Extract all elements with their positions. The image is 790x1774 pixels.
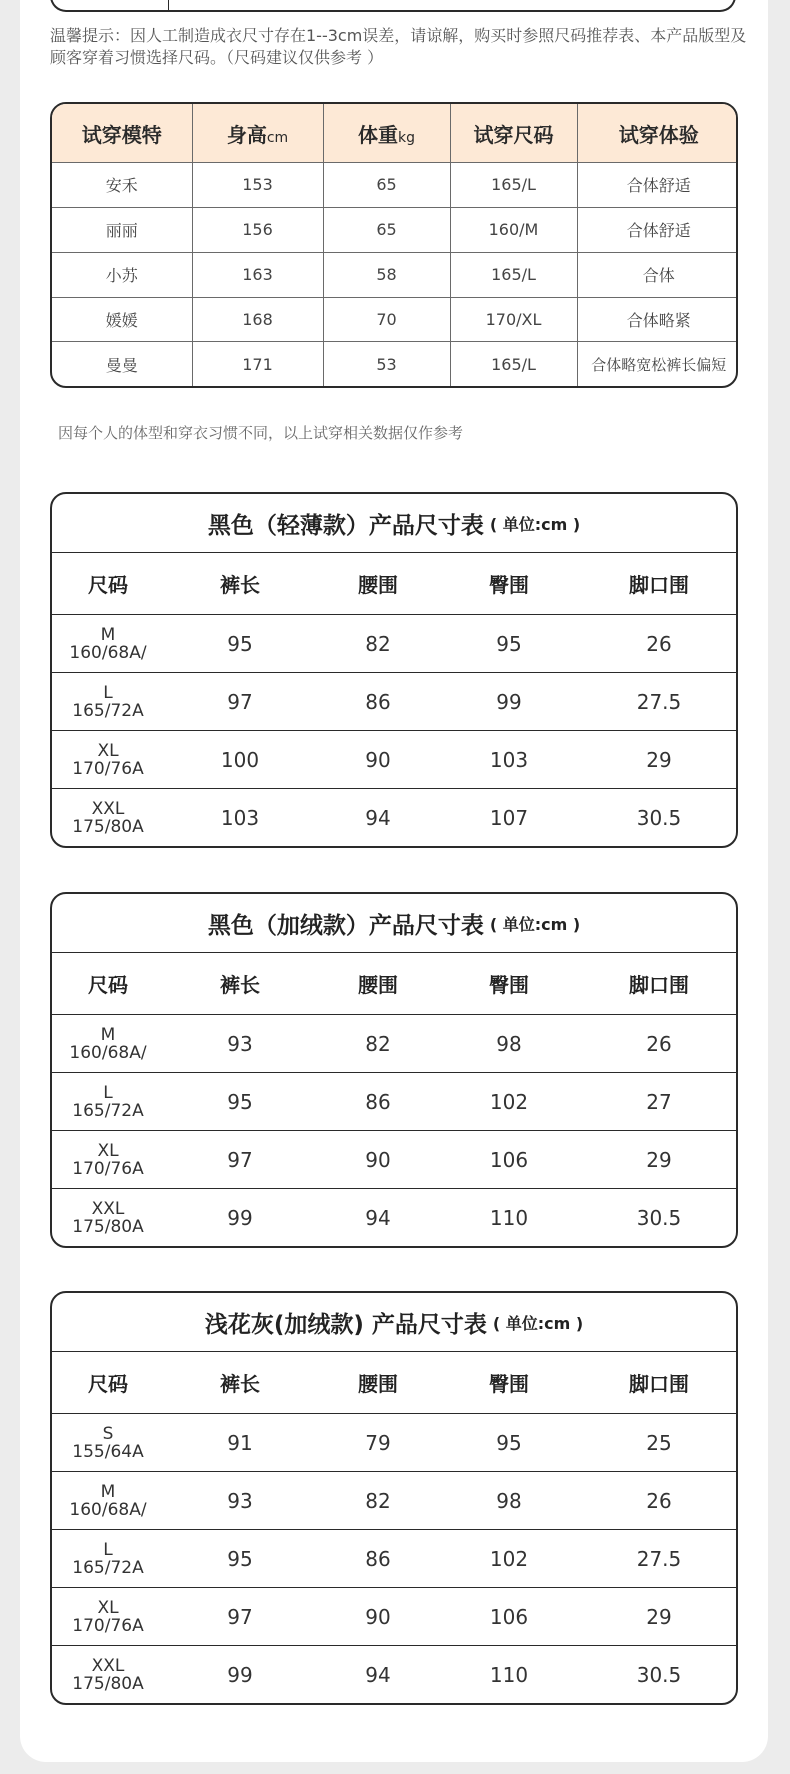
table-row (52, 163, 738, 208)
fit-cell: 合体舒适 (577, 163, 738, 208)
size-cell: XXL 175/80A (72, 798, 144, 837)
fit-cell: 媛媛 (52, 297, 192, 342)
fit-cell: 合体舒适 (577, 207, 738, 252)
table-row (52, 1189, 738, 1247)
fit-cell: 165/L (450, 163, 577, 208)
table-row (52, 615, 738, 673)
table-row (52, 673, 738, 731)
value-cell: 97 (164, 1588, 316, 1646)
fit-cell: 曼曼 (52, 342, 192, 386)
size-cell: M 160/68A/ (52, 1472, 164, 1530)
table-row (52, 1414, 738, 1472)
fit-header-experience: 试穿体验 (577, 104, 738, 163)
value-cell: 94 (365, 1662, 391, 1687)
fit-cell: 合体 (577, 252, 738, 297)
col-hem: 脚口围 (578, 1352, 738, 1414)
fit-cell: 合体略宽松裤长偏短 (591, 355, 727, 374)
table-row (52, 252, 738, 297)
size-cell: M 160/68A/ (52, 1015, 164, 1073)
value-cell: 26 (578, 615, 738, 673)
size-table-black-fleece (50, 892, 738, 1248)
value-cell: 79 (316, 1414, 440, 1472)
value-cell: 93 (164, 1472, 316, 1530)
size-table-title: 黑色（加绒款）产品尺寸表 ( 单位:cm ) (52, 894, 736, 953)
size-table-title: 黑色（轻薄款）产品尺寸表 ( 单位:cm ) (52, 494, 736, 553)
value-cell: 86 (316, 1530, 440, 1588)
value-cell: 82 (316, 1015, 440, 1073)
fit-cell: 小苏 (52, 252, 192, 297)
fit-header-weight: 体重kg (323, 104, 450, 163)
fit-header-model: 试穿模特 (52, 104, 192, 163)
value-cell: 107 (489, 805, 529, 830)
fit-cell: 合体略紧 (577, 297, 738, 342)
fit-cell: 58 (323, 252, 450, 297)
table-row (52, 1131, 738, 1189)
col-size: 尺码 (52, 1352, 164, 1414)
fit-cell: 171 (192, 342, 323, 386)
value-cell: 110 (489, 1662, 529, 1687)
fit-table (50, 102, 738, 388)
value-cell: 106 (440, 1588, 578, 1646)
col-hip: 臀围 (440, 1352, 578, 1414)
value-cell: 90 (316, 1588, 440, 1646)
value-cell: 99 (227, 1662, 253, 1687)
value-cell: 90 (316, 731, 440, 789)
value-cell: 95 (164, 1530, 316, 1588)
fit-cell: 丽丽 (52, 207, 192, 252)
value-cell: 27.5 (578, 673, 738, 731)
size-cell: S 155/64A (52, 1414, 164, 1472)
col-length: 裤长 (164, 553, 316, 615)
value-cell: 30.5 (636, 1205, 682, 1230)
table-row (52, 1530, 738, 1588)
fit-header-height: 身高cm (192, 104, 323, 163)
value-cell: 94 (365, 805, 391, 830)
col-waist: 腰围 (316, 953, 440, 1015)
value-cell: 91 (164, 1414, 316, 1472)
col-hem: 脚口围 (578, 553, 738, 615)
col-length: 裤长 (164, 1352, 316, 1414)
fit-cell: 170/XL (450, 297, 577, 342)
value-cell: 26 (578, 1015, 738, 1073)
value-cell: 29 (578, 731, 738, 789)
size-cell: XXL 175/80A (72, 1198, 144, 1237)
table-row (52, 297, 738, 342)
table-row (52, 1472, 738, 1530)
fit-cell: 安禾 (52, 163, 192, 208)
value-cell: 99 (440, 673, 578, 731)
col-size: 尺码 (52, 953, 164, 1015)
col-waist: 腰围 (316, 1352, 440, 1414)
size-cell: XL 170/76A (52, 731, 164, 789)
value-cell: 26 (578, 1472, 738, 1530)
size-notice: 温馨提示：因人工制造成衣尺寸存在1--3cm误差，请谅解，购买时参照尺码推荐表、本产品版型及顾客穿着习惯选择尺码。（尺码建议仅供参考 ） (50, 26, 747, 67)
value-cell: 97 (164, 673, 316, 731)
value-cell: 106 (440, 1131, 578, 1189)
value-cell: 86 (316, 673, 440, 731)
value-cell: 30.5 (636, 1662, 682, 1687)
value-cell: 82 (316, 1472, 440, 1530)
size-table-black-light (50, 492, 738, 848)
fit-cell: 163 (192, 252, 323, 297)
value-cell: 30.5 (636, 805, 682, 830)
size-table-header-row (52, 553, 738, 615)
value-cell: 27 (578, 1073, 738, 1131)
col-waist: 腰围 (316, 553, 440, 615)
size-cell: L 165/72A (52, 673, 164, 731)
table-row (52, 789, 738, 847)
col-length: 裤长 (164, 953, 316, 1015)
value-cell: 103 (220, 805, 260, 830)
table-row (52, 342, 738, 386)
size-table-header-row (52, 953, 738, 1015)
fit-cell: 153 (192, 163, 323, 208)
col-hip: 臀围 (440, 553, 578, 615)
value-cell: 102 (440, 1073, 578, 1131)
size-cell: XL 170/76A (52, 1588, 164, 1646)
table-row (52, 207, 738, 252)
value-cell: 27.5 (578, 1530, 738, 1588)
size-table-light-heather-grey (50, 1291, 738, 1705)
value-cell: 95 (440, 615, 578, 673)
value-cell: 102 (440, 1530, 578, 1588)
fit-header-size: 试穿尺码 (450, 104, 577, 163)
size-cell: XL 170/76A (52, 1131, 164, 1189)
value-cell: 29 (578, 1131, 738, 1189)
value-cell: 86 (316, 1073, 440, 1131)
value-cell: 97 (164, 1131, 316, 1189)
fit-cell: 156 (192, 207, 323, 252)
fit-cell: 165/L (450, 342, 577, 386)
value-cell: 94 (365, 1205, 391, 1230)
col-hip: 臀围 (440, 953, 578, 1015)
col-hem: 脚口围 (578, 953, 738, 1015)
fit-cell: 168 (192, 297, 323, 342)
value-cell: 95 (440, 1414, 578, 1472)
value-cell: 82 (316, 615, 440, 673)
value-cell: 29 (578, 1588, 738, 1646)
value-cell: 95 (164, 615, 316, 673)
size-table-title: 浅花灰(加绒款) 产品尺寸表 ( 单位:cm ) (52, 1293, 736, 1352)
previous-table-fragment (50, 0, 736, 12)
value-cell: 98 (440, 1015, 578, 1073)
size-table-header-row (52, 1352, 738, 1414)
fit-disclaimer: 因每个人的体型和穿衣习惯不同，以上试穿相关数据仅作参考 (58, 424, 464, 442)
size-cell: M 160/68A/ (52, 615, 164, 673)
fit-cell: 70 (323, 297, 450, 342)
fit-cell: 65 (323, 163, 450, 208)
fit-cell: 165/L (450, 252, 577, 297)
table-row (52, 1073, 738, 1131)
value-cell: 100 (164, 731, 316, 789)
size-cell: L 165/72A (52, 1530, 164, 1588)
fit-cell: 160/M (450, 207, 577, 252)
fit-cell: 65 (323, 207, 450, 252)
table-row (52, 1646, 738, 1704)
table-row (52, 1588, 738, 1646)
value-cell: 93 (164, 1015, 316, 1073)
value-cell: 103 (440, 731, 578, 789)
value-cell: 98 (440, 1472, 578, 1530)
size-cell: XXL 175/80A (72, 1655, 144, 1694)
value-cell: 99 (227, 1205, 253, 1230)
value-cell: 110 (489, 1205, 529, 1230)
fit-cell: 53 (323, 342, 450, 386)
size-cell: L 165/72A (52, 1073, 164, 1131)
value-cell: 95 (164, 1073, 316, 1131)
value-cell: 90 (316, 1131, 440, 1189)
value-cell: 25 (578, 1414, 738, 1472)
table-row (52, 731, 738, 789)
table-row (52, 1015, 738, 1073)
col-size: 尺码 (52, 553, 164, 615)
